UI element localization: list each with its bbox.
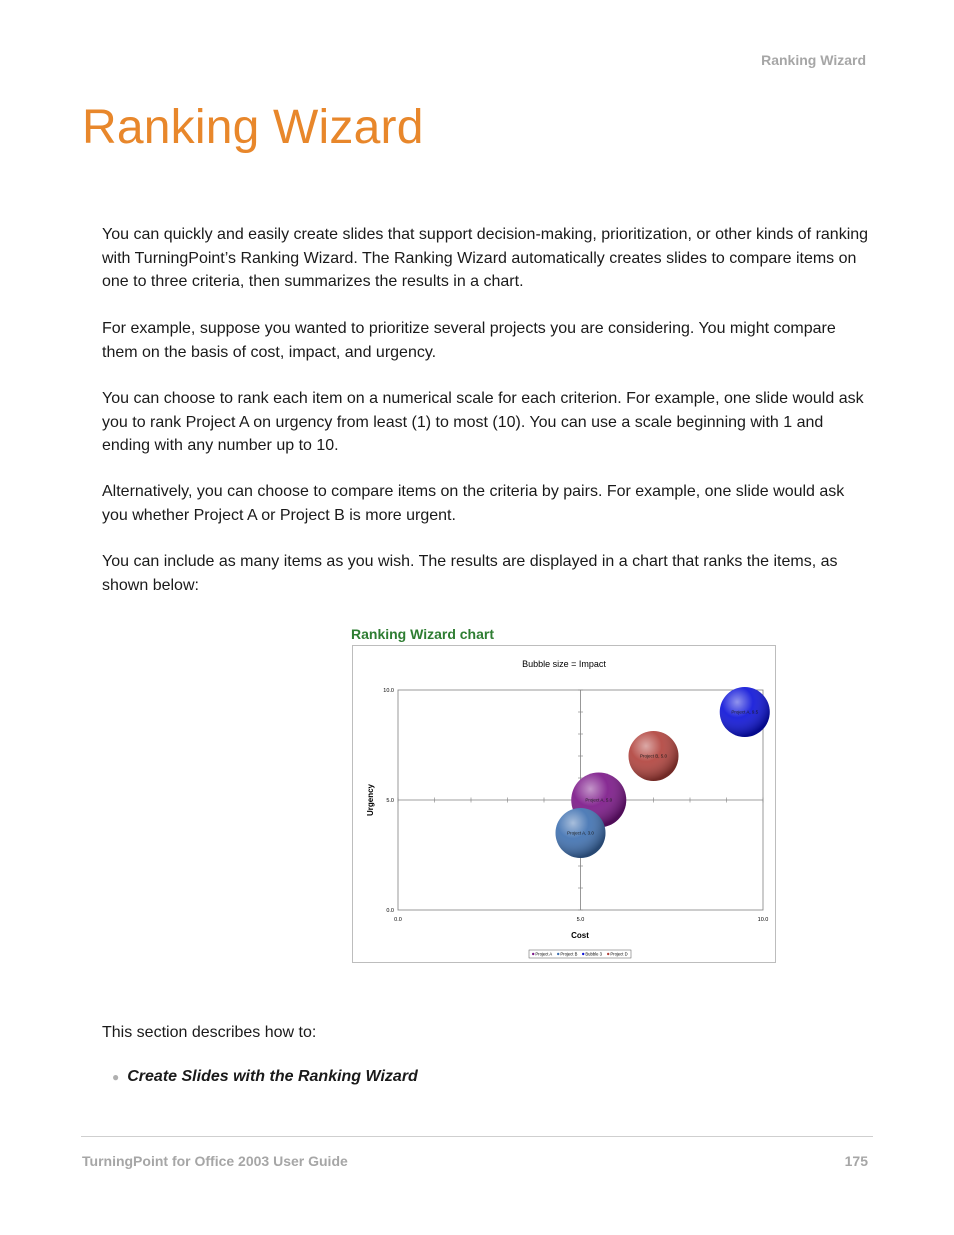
figure-caption: Ranking Wizard chart <box>351 626 495 642</box>
paragraph-5: You can include as many items as you wish. The results are displayed in a chart that ranks the items, as shown below: <box>102 553 838 594</box>
x-axis-title: Cost <box>571 931 589 940</box>
legend-swatch <box>607 953 609 955</box>
bubble-label: Project A, 9.5 <box>731 709 759 715</box>
y-tick-label: 5.0 <box>386 798 394 804</box>
footer-divider <box>81 1136 873 1137</box>
legend-swatch <box>532 953 534 955</box>
legend-entry: Project D <box>610 951 628 957</box>
legend-entry: Bubble 3 <box>585 951 602 957</box>
legend-swatch <box>557 953 559 955</box>
link-list <box>112 1068 418 1086</box>
y-axis-title: Urgency <box>366 783 375 817</box>
paragraph-2: For example, suppose you wanted to prioritize several projects you are considering. You might compare them on the basis of cost, impact, and urgency. <box>102 320 836 361</box>
bubble-label: Project A, 5.0 <box>585 797 613 803</box>
bullet-icon: ● <box>112 1070 120 1084</box>
x-tick-label: 5.0 <box>576 917 585 923</box>
bubble-chart-frame <box>352 645 776 963</box>
footer-guide-title: TurningPoint for Office 2003 User Guide <box>82 1153 348 1169</box>
list-item-label: Create Slides with the Ranking Wizard <box>127 1068 418 1085</box>
legend-swatch <box>582 953 584 955</box>
running-header: Ranking Wizard <box>761 52 866 68</box>
chart-legend <box>529 950 631 958</box>
paragraph-1: You can quickly and easily create slides that support decision-making, prioritization, or other kinds of ranking with TurningPoint’s Ranking Wizard. The Ranking Wizard automatically creates slides to compare items on one to three criteria, then summarizes the results in a chart. <box>102 226 869 290</box>
chart-title: Bubble size = Impact <box>522 659 606 669</box>
paragraph-4: Alternatively, you can choose to compare items on the criteria by pairs. For example, one slide would ask you whether Project A or Project B is more urgent. <box>102 483 845 524</box>
x-tick-label: 0.0 <box>394 917 402 923</box>
page-title: Ranking Wizard <box>82 101 424 154</box>
footer-page-number: 175 <box>844 1153 868 1169</box>
bubble-label: Project B, 5.0 <box>639 753 668 759</box>
list-item[interactable] <box>112 1068 418 1086</box>
list-intro: This section describes how to: <box>102 1024 317 1041</box>
y-tick-label: 0.0 <box>386 908 394 914</box>
bubble-chart <box>353 646 775 962</box>
legend-entry: Project B <box>560 951 578 957</box>
bubble-label: Project A, 3.0 <box>567 830 594 836</box>
paragraph-3: You can choose to rank each item on a numerical scale for each criterion. For example, one slide would ask you to rank Project A on urgency from least (1) to most (10). You can use a scale beginning with 1 and ending with any number up to 10. <box>102 390 864 454</box>
legend-entry: Project A <box>535 951 553 957</box>
x-tick-label: 10.0 <box>757 917 769 923</box>
y-tick-label: 10.0 <box>383 688 394 694</box>
